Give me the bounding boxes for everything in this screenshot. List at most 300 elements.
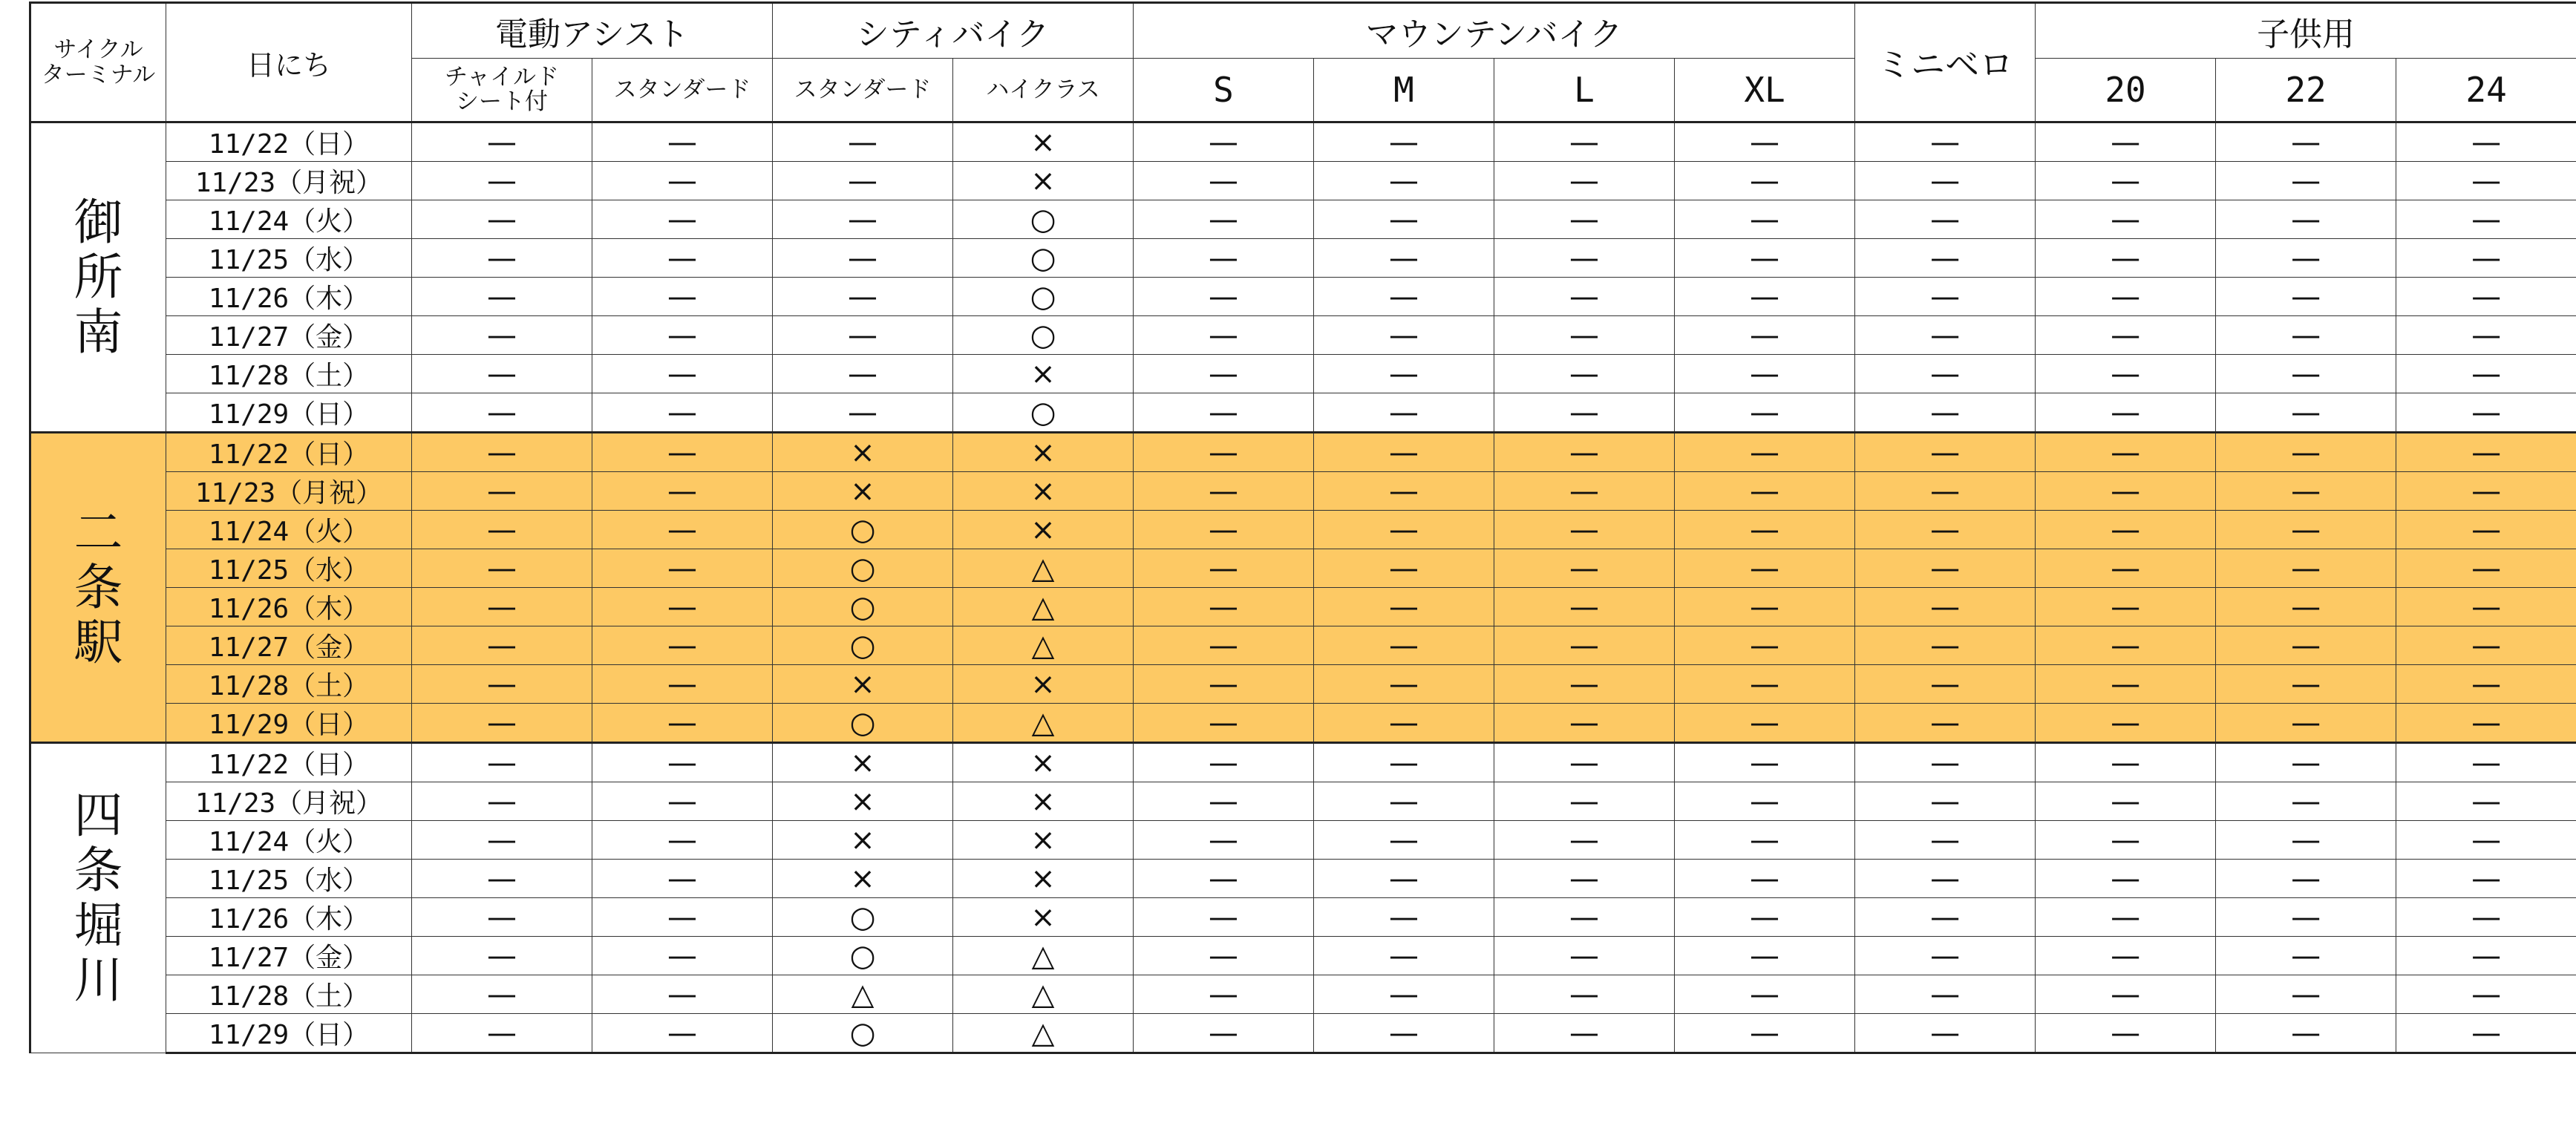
group-header-1 — [773, 3, 1134, 59]
availability-cell: — — [1855, 433, 2036, 472]
availability-cell: — — [2396, 239, 2576, 278]
availability-cell: — — [1675, 704, 1855, 743]
availability-cell: — — [2396, 665, 2576, 704]
availability-cell: — — [1494, 433, 1675, 472]
availability-cell: — — [773, 200, 953, 239]
availability-cell: — — [1855, 278, 2036, 316]
availability-cell: — — [412, 200, 592, 239]
availability-cell: — — [2216, 743, 2396, 782]
date-cell: 11/27（金） — [166, 626, 412, 665]
header-subcolumn-row — [30, 59, 2576, 122]
availability-cell: — — [412, 511, 592, 549]
availability-cell: — — [1314, 239, 1494, 278]
availability-cell: — — [412, 588, 592, 626]
availability-cell: △ — [953, 1014, 1134, 1053]
availability-cell: — — [1494, 239, 1675, 278]
availability-cell: ○ — [773, 588, 953, 626]
availability-cell: × — [773, 782, 953, 821]
availability-cell: — — [1134, 162, 1314, 200]
date-cell: 11/28（土） — [166, 975, 412, 1014]
availability-cell: — — [1855, 549, 2036, 588]
availability-cell: — — [1855, 511, 2036, 549]
table-row — [30, 626, 2576, 665]
availability-cell: — — [1134, 782, 1314, 821]
availability-cell: — — [1675, 239, 1855, 278]
date-cell: 11/27（金） — [166, 316, 412, 355]
availability-cell: — — [2036, 549, 2216, 588]
availability-cell: — — [1494, 937, 1675, 975]
availability-cell: — — [2216, 278, 2396, 316]
availability-cell: — — [1494, 355, 1675, 393]
availability-cell: — — [2396, 704, 2576, 743]
availability-cell: — — [2036, 626, 2216, 665]
availability-cell: — — [1134, 743, 1314, 782]
availability-cell: △ — [953, 549, 1134, 588]
availability-cell: — — [2396, 433, 2576, 472]
availability-cell: — — [592, 937, 773, 975]
table-row — [30, 355, 2576, 393]
availability-cell: — — [592, 200, 773, 239]
date-cell: 11/25（水） — [166, 549, 412, 588]
subcolumn-header-label: ハイクラス — [986, 76, 1100, 103]
availability-cell: — — [2396, 898, 2576, 937]
date-cell: 11/22（日） — [166, 743, 412, 782]
availability-cell: — — [2216, 704, 2396, 743]
date-cell: 11/28（土） — [166, 355, 412, 393]
availability-cell: — — [1675, 860, 1855, 898]
availability-cell: — — [412, 782, 592, 821]
availability-cell: — — [2396, 860, 2576, 898]
availability-cell: ○ — [953, 393, 1134, 433]
availability-cell: — — [773, 316, 953, 355]
availability-cell: — — [592, 588, 773, 626]
availability-cell: — — [1494, 316, 1675, 355]
availability-cell: — — [2036, 937, 2216, 975]
table-row — [30, 511, 2576, 549]
subcolumn-header-label: 22 — [2285, 70, 2327, 110]
availability-cell: ○ — [773, 1014, 953, 1053]
availability-cell: — — [1134, 433, 1314, 472]
availability-cell: — — [2036, 821, 2216, 860]
subcolumn-header-3 — [953, 59, 1134, 122]
date-cell: 11/22（日） — [166, 433, 412, 472]
availability-cell: — — [2216, 200, 2396, 239]
availability-cell: — — [1675, 200, 1855, 239]
availability-cell: — — [1134, 821, 1314, 860]
availability-cell: — — [2396, 626, 2576, 665]
subcolumn-header-label: L — [1574, 70, 1595, 110]
availability-cell: — — [1134, 278, 1314, 316]
date-cell: 11/29（日） — [166, 704, 412, 743]
availability-cell: — — [1494, 743, 1675, 782]
subcolumn-header-9 — [2216, 59, 2396, 122]
availability-cell: — — [592, 278, 773, 316]
availability-cell: ○ — [953, 316, 1134, 355]
availability-cell: — — [2216, 239, 2396, 278]
availability-cell: — — [1675, 355, 1855, 393]
availability-cell: — — [412, 1014, 592, 1053]
table-row — [30, 743, 2576, 782]
table-row — [30, 665, 2576, 704]
table-row — [30, 472, 2576, 511]
availability-cell: — — [1134, 860, 1314, 898]
availability-cell: — — [592, 393, 773, 433]
availability-cell: — — [2396, 549, 2576, 588]
availability-cell: — — [1855, 937, 2036, 975]
availability-cell: — — [2396, 316, 2576, 355]
availability-cell: — — [773, 162, 953, 200]
table-row — [30, 588, 2576, 626]
availability-cell: — — [1494, 393, 1675, 433]
availability-cell: ○ — [953, 200, 1134, 239]
availability-cell: — — [2036, 782, 2216, 821]
availability-cell: — — [1494, 278, 1675, 316]
availability-cell: — — [1855, 200, 2036, 239]
availability-cell: — — [412, 122, 592, 162]
availability-cell: ○ — [773, 704, 953, 743]
availability-cell: — — [592, 743, 773, 782]
availability-cell: × — [953, 433, 1134, 472]
table-row — [30, 393, 2576, 433]
table-row — [30, 937, 2576, 975]
availability-cell: — — [1134, 665, 1314, 704]
availability-cell: — — [1134, 549, 1314, 588]
availability-cell: — — [2216, 975, 2396, 1014]
availability-cell: — — [592, 898, 773, 937]
availability-cell: — — [2036, 975, 2216, 1014]
table-row — [30, 782, 2576, 821]
availability-cell: — — [773, 239, 953, 278]
group-header-0 — [412, 3, 773, 59]
availability-cell: — — [2396, 1014, 2576, 1053]
availability-cell: — — [1855, 1014, 2036, 1053]
availability-cell: ○ — [773, 549, 953, 588]
group-header-2 — [1134, 3, 1855, 59]
terminal-name-cell — [30, 122, 166, 433]
availability-cell: — — [1675, 626, 1855, 665]
availability-cell: — — [2216, 860, 2396, 898]
table-row — [30, 1014, 2576, 1053]
availability-cell: — — [1134, 975, 1314, 1014]
availability-cell: — — [592, 626, 773, 665]
availability-cell: — — [2216, 626, 2396, 665]
table-row — [30, 239, 2576, 278]
availability-cell: — — [1675, 316, 1855, 355]
availability-cell: — — [1134, 1014, 1314, 1053]
availability-cell: ○ — [953, 239, 1134, 278]
availability-cell: — — [1314, 975, 1494, 1014]
availability-cell: — — [412, 316, 592, 355]
availability-cell: — — [2036, 393, 2216, 433]
table-row — [30, 704, 2576, 743]
availability-cell: — — [1314, 433, 1494, 472]
availability-cell: — — [2396, 162, 2576, 200]
availability-cell: — — [2396, 821, 2576, 860]
availability-cell: × — [773, 665, 953, 704]
availability-cell: — — [2396, 937, 2576, 975]
availability-cell: × — [953, 122, 1134, 162]
availability-cell: × — [773, 433, 953, 472]
table-row — [30, 433, 2576, 472]
availability-cell: — — [2216, 355, 2396, 393]
availability-cell: — — [1314, 937, 1494, 975]
availability-cell: — — [1855, 393, 2036, 433]
availability-cell: — — [2036, 665, 2216, 704]
availability-cell: — — [1314, 162, 1494, 200]
availability-cell: — — [1855, 743, 2036, 782]
availability-cell: — — [2216, 782, 2396, 821]
availability-cell: — — [412, 937, 592, 975]
availability-cell: — — [1855, 355, 2036, 393]
availability-cell: — — [773, 355, 953, 393]
availability-cell: — — [1314, 549, 1494, 588]
availability-cell: — — [592, 860, 773, 898]
terminal-name: 四条堀川 — [73, 787, 123, 1009]
table-row — [30, 821, 2576, 860]
availability-cell: × — [773, 472, 953, 511]
subcolumn-header-0 — [412, 59, 592, 122]
availability-cell: — — [1855, 665, 2036, 704]
availability-cell: — — [592, 239, 773, 278]
availability-cell: — — [592, 122, 773, 162]
availability-cell: △ — [953, 588, 1134, 626]
availability-cell: — — [2036, 200, 2216, 239]
availability-cell: — — [2216, 122, 2396, 162]
date-cell: 11/26（木） — [166, 898, 412, 937]
availability-cell: — — [412, 860, 592, 898]
availability-cell: ○ — [773, 937, 953, 975]
subcolumn-header-label: スタンダード — [613, 76, 751, 103]
availability-cell: — — [1134, 588, 1314, 626]
header-group-row — [30, 3, 2576, 59]
availability-cell: × — [953, 782, 1134, 821]
table-row — [30, 200, 2576, 239]
availability-cell: — — [1855, 588, 2036, 626]
availability-cell: — — [2036, 472, 2216, 511]
availability-cell: — — [2036, 860, 2216, 898]
availability-cell: — — [1314, 122, 1494, 162]
availability-cell: — — [1675, 122, 1855, 162]
availability-cell: — — [2036, 433, 2216, 472]
terminal-name: 御所南 — [73, 193, 123, 361]
availability-cell: — — [1675, 782, 1855, 821]
availability-cell: — — [592, 316, 773, 355]
availability-cell: — — [1494, 200, 1675, 239]
availability-cell: — — [412, 355, 592, 393]
availability-cell: — — [592, 704, 773, 743]
availability-cell: — — [2036, 898, 2216, 937]
availability-cell: — — [1314, 665, 1494, 704]
availability-cell: △ — [953, 975, 1134, 1014]
availability-cell: — — [1855, 860, 2036, 898]
availability-cell: — — [2036, 162, 2216, 200]
subcolumn-header-label: チャイルド シート付 — [444, 64, 560, 115]
availability-cell: — — [412, 898, 592, 937]
group-header-label: マウンテンバイク — [1365, 15, 1623, 53]
terminal-name-cell — [30, 743, 166, 1053]
availability-cell: — — [412, 549, 592, 588]
availability-cell: — — [1675, 975, 1855, 1014]
subcolumn-header-4 — [1134, 59, 1314, 122]
availability-cell: — — [2036, 278, 2216, 316]
availability-cell: — — [2036, 122, 2216, 162]
availability-cell: — — [412, 975, 592, 1014]
subcolumn-header-1 — [592, 59, 773, 122]
availability-cell: ○ — [953, 278, 1134, 316]
table-body — [30, 122, 2576, 1053]
availability-cell: — — [1494, 665, 1675, 704]
availability-cell: — — [2036, 1014, 2216, 1053]
availability-cell: — — [2216, 511, 2396, 549]
availability-cell: — — [1855, 122, 2036, 162]
availability-cell: — — [1855, 316, 2036, 355]
availability-cell: — — [1675, 937, 1855, 975]
availability-cell: — — [2036, 588, 2216, 626]
availability-cell: — — [773, 122, 953, 162]
availability-cell: — — [1675, 278, 1855, 316]
subcolumn-header-label: 20 — [2105, 70, 2146, 110]
subcolumn-header-5 — [1314, 59, 1494, 122]
date-cell: 11/22（日） — [166, 122, 412, 162]
subcolumn-header-8 — [2036, 59, 2216, 122]
date-cell: 11/25（水） — [166, 860, 412, 898]
availability-cell: — — [1675, 821, 1855, 860]
subcolumn-header-7 — [1675, 59, 1855, 122]
availability-cell: — — [2036, 704, 2216, 743]
availability-cell: — — [592, 1014, 773, 1053]
availability-cell: — — [2396, 511, 2576, 549]
subcolumn-header-label: XL — [1744, 70, 1785, 110]
date-column-header-label: 日にち — [246, 48, 331, 82]
availability-cell: — — [1314, 626, 1494, 665]
availability-cell: — — [1314, 1014, 1494, 1053]
availability-cell: — — [1675, 665, 1855, 704]
availability-cell: — — [1494, 626, 1675, 665]
availability-cell: — — [1134, 355, 1314, 393]
group-header-label: 子供用 — [2257, 15, 2356, 53]
availability-cell: — — [592, 549, 773, 588]
availability-cell: — — [1675, 393, 1855, 433]
availability-cell: — — [1494, 588, 1675, 626]
availability-cell: — — [1134, 316, 1314, 355]
group-header-label: シティバイク — [856, 15, 1050, 53]
availability-cell: — — [1134, 626, 1314, 665]
table-header — [30, 3, 2576, 122]
availability-cell: — — [1494, 860, 1675, 898]
subcolumn-header-label: スタンダード — [794, 76, 932, 103]
availability-cell: — — [2216, 162, 2396, 200]
availability-cell: × — [953, 743, 1134, 782]
availability-cell: — — [1134, 239, 1314, 278]
availability-cell: — — [1675, 549, 1855, 588]
terminal-name-cell — [30, 433, 166, 743]
availability-cell: — — [2396, 355, 2576, 393]
availability-cell: — — [2396, 743, 2576, 782]
corner-header-terminal — [30, 3, 166, 122]
availability-cell: — — [592, 821, 773, 860]
availability-cell: — — [1494, 511, 1675, 549]
availability-cell: — — [2396, 588, 2576, 626]
availability-cell: — — [1494, 782, 1675, 821]
availability-cell: × — [953, 355, 1134, 393]
table-row — [30, 860, 2576, 898]
availability-cell: — — [592, 355, 773, 393]
availability-cell: — — [1855, 626, 2036, 665]
availability-cell: — — [412, 665, 592, 704]
availability-cell: — — [412, 472, 592, 511]
availability-cell: — — [1675, 472, 1855, 511]
availability-cell: — — [1855, 704, 2036, 743]
table-row — [30, 898, 2576, 937]
group-header-4 — [2036, 3, 2576, 59]
availability-cell: — — [1314, 898, 1494, 937]
availability-cell: — — [1675, 511, 1855, 549]
availability-table — [29, 1, 2576, 1054]
availability-cell: — — [2396, 472, 2576, 511]
availability-cell: — — [1494, 549, 1675, 588]
availability-cell: — — [1494, 472, 1675, 511]
availability-cell: × — [953, 162, 1134, 200]
availability-cell: ○ — [773, 898, 953, 937]
availability-cell: — — [2396, 782, 2576, 821]
availability-cell: — — [1314, 472, 1494, 511]
availability-cell: — — [1314, 860, 1494, 898]
availability-cell: — — [412, 393, 592, 433]
availability-cell: — — [1675, 743, 1855, 782]
availability-cell: × — [953, 511, 1134, 549]
availability-cell: ○ — [773, 511, 953, 549]
availability-cell: — — [1675, 1014, 1855, 1053]
availability-cell: — — [1134, 200, 1314, 239]
availability-cell: × — [953, 860, 1134, 898]
corner-header-label: サイクル ターミナル — [41, 36, 156, 88]
table-row — [30, 975, 2576, 1014]
availability-cell: — — [592, 472, 773, 511]
availability-cell: — — [1855, 472, 2036, 511]
availability-cell: — — [2216, 821, 2396, 860]
date-cell: 11/29（日） — [166, 393, 412, 433]
availability-cell: — — [2216, 937, 2396, 975]
date-cell: 11/29（日） — [166, 1014, 412, 1053]
availability-cell: — — [1134, 704, 1314, 743]
availability-cell: ○ — [773, 626, 953, 665]
availability-cell: — — [1855, 782, 2036, 821]
terminal-name: 二条駅 — [73, 503, 123, 671]
availability-cell: — — [412, 433, 592, 472]
availability-cell: — — [2216, 1014, 2396, 1053]
availability-cell: — — [1314, 704, 1494, 743]
availability-cell: — — [1855, 239, 2036, 278]
date-cell: 11/26（木） — [166, 588, 412, 626]
date-cell: 11/24（火） — [166, 200, 412, 239]
availability-cell: × — [953, 472, 1134, 511]
availability-cell: — — [412, 743, 592, 782]
date-cell: 11/27（金） — [166, 937, 412, 975]
date-column-header — [166, 3, 412, 122]
availability-cell: — — [2216, 433, 2396, 472]
availability-cell: — — [1314, 743, 1494, 782]
availability-cell: — — [1494, 975, 1675, 1014]
availability-cell: — — [592, 782, 773, 821]
availability-cell: × — [953, 821, 1134, 860]
availability-cell: — — [412, 704, 592, 743]
availability-cell: △ — [773, 975, 953, 1014]
availability-cell: — — [2396, 200, 2576, 239]
availability-cell: — — [2216, 472, 2396, 511]
date-cell: 11/23（月祝） — [166, 472, 412, 511]
availability-cell: — — [1494, 704, 1675, 743]
availability-cell: — — [592, 162, 773, 200]
